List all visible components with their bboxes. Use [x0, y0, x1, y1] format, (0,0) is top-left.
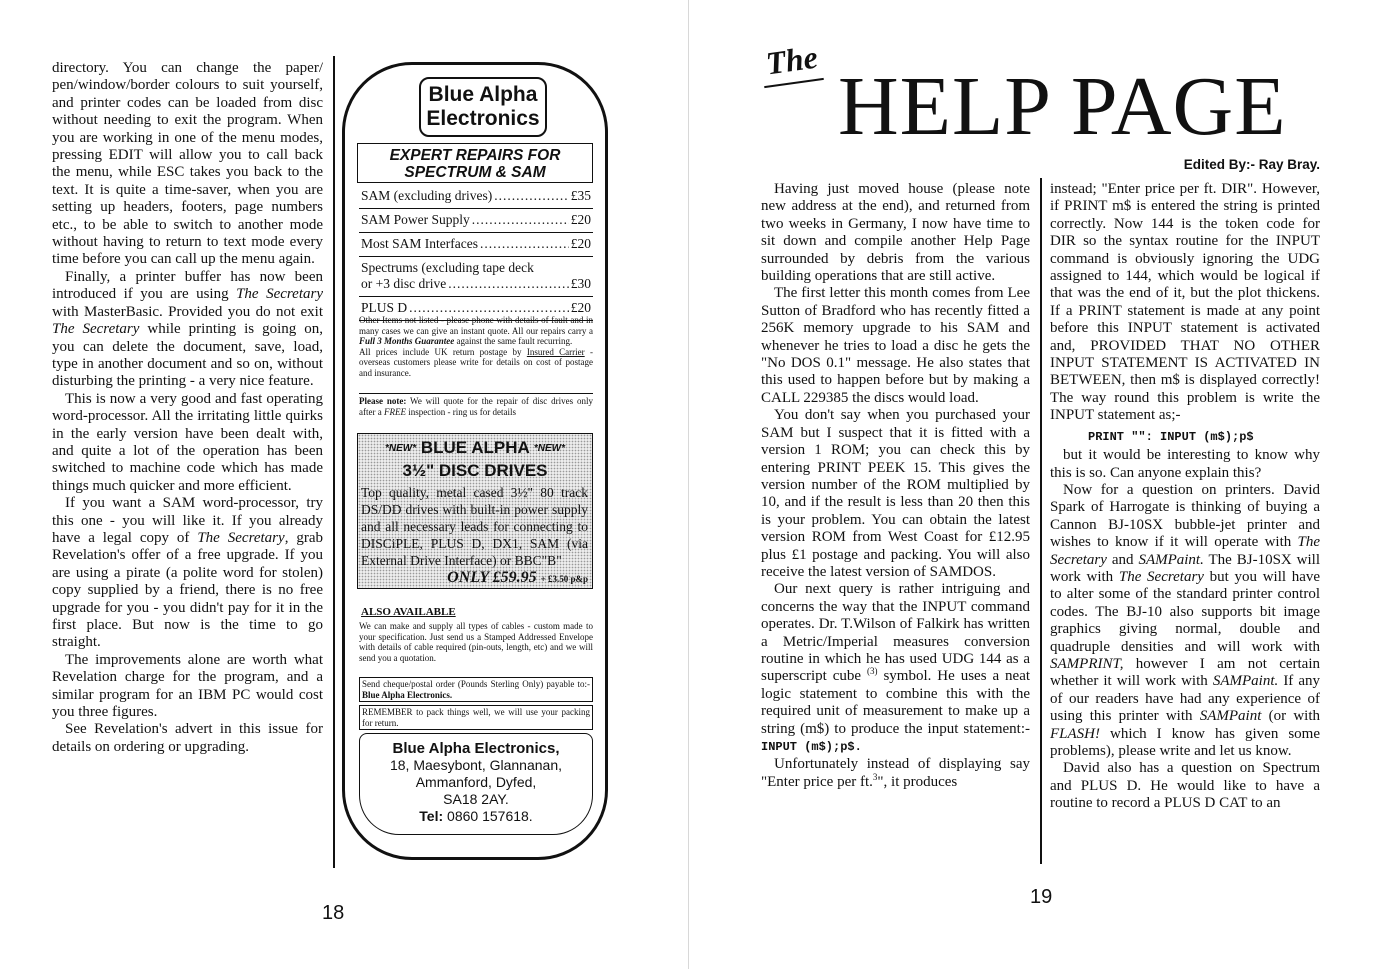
- price-row: Most SAM Interfaces ..... £20: [359, 233, 593, 257]
- disc-offer-title: *NEW* BLUE ALPHA *NEW* 3½" DISC DRIVES: [384, 438, 565, 480]
- left-page: [0, 0, 690, 969]
- article-paragraph: The first letter this month comes from Lee Sutton of Bradford who has recently fitted a 256K memory upgrade to his SAM and whenever he tries to load a disc he gets the "No DOS 0.1" message. He also states that this used to happen before but by making a CALL 229385 the discs would load.: [761, 285, 1030, 406]
- article-paragraph: See Revelation's advert in this issue for details on ordering or upgrading.: [52, 721, 323, 755]
- page-number: 18: [322, 902, 345, 924]
- help-column-left: [761, 181, 1030, 791]
- article-paragraph: The improvements alone are worth what Revelation charge for the program, and a similar program for an IBM PC would cost you three figures.: [52, 651, 323, 721]
- page-spine: [688, 0, 689, 969]
- article-paragraph: You don't say when you purchased your SAM but I suspect that it is fitted with a version 1 ROM; you can check this by entering PRINT PEEK 15. This gives the version number of the ROM multiplied by 10, and if the result is less than 20 then this is your problem. You can obtain the latest version ROM from West Coast for £12.95 plus £1 postage and packing. You will also receive the latest version of SAMDOS.: [761, 407, 1030, 580]
- packing-reminder: REMEMBER to pack things well, we will use your packing for return.: [359, 705, 593, 730]
- code-line: PRINT "": INPUT (m$);p$: [1088, 429, 1254, 444]
- price-row: SAM (excluding drives) ..... £35: [359, 185, 593, 209]
- price-list: [359, 185, 593, 321]
- article-paragraph: If you want a SAM word-processor, try this one - you will like it. If you already have a legal copy of The Secretary, grab Revelation's offer of a free upgrade. If you are using a pirate (a polite word for stolen) copy supplied by a friend, there is no free upgrade for you - you didn't pay for it in the first place. But now is the time to go straight.: [52, 495, 324, 651]
- page-number: 19: [1030, 886, 1053, 908]
- blue-alpha-advert: [342, 62, 608, 860]
- article-paragraph: Having just moved house (please note new address at the end), and returned from two weeks in Germany, I now have time to sit down and compile another Help Page surrounded by debris from the various building operations that are still active.: [761, 181, 1030, 285]
- page-title: HELP PAGE: [838, 60, 1287, 153]
- also-available-heading: ALSO AVAILABLE: [361, 606, 456, 618]
- column-divider: [1040, 178, 1042, 864]
- repairs-small-print: Other Items not listed - please phone with details of fault and in many cases we can give an instant quote. All our repairs carry a Full 3 Months Guarantee against the same fault recurring. All prices include UK return postage by Insured Carrier - overseas customers please write for details on cost of postage and insurance.: [359, 315, 594, 378]
- advert-logo: Blue Alpha Electronics: [419, 77, 547, 137]
- article-paragraph: Now for a question on printers. David Spark of Harrogate is thinking of buying a Cannon BJ-10SX bubble-jet printer and wishes to know if it will operate with The Secretary and SAMPaint. The BJ-10SX will work with The Secretary but you will have to alter some of the standard printer control codes. The BJ-10 also supports bit image graphics giving normal, double and quadruple densities and will work with SAMPRINT, however I am not certain whether it will work with SAMPaint. If any of our readers have had any experience of using this printer with SAMPaint (or with FLASH! which I know has given some problems), please write and let us know.: [1050, 481, 1321, 759]
- article-paragraph: David also has a question on Spectrum and PLUS D. He would like to have a routine to record a PLUS D CAT to an: [1050, 760, 1320, 812]
- article-paragraph: Unfortunately instead of displaying say "Enter price per ft.$^3$", it produces: [761, 756, 1030, 790]
- disc-offer-text: Top quality, metal cased 3½" 80 track DS/DD drives with built-in power supply and all necessary leads for connecting to DISCiPLE, PLUS D, DX1, SAM (via External Drive Interface) or BBC"B": [361, 485, 588, 568]
- price-row: Spectrums (excluding tape deck or +3 disc drive ..... £30: [359, 257, 593, 297]
- right-page: [690, 0, 1386, 969]
- article-paragraph: Our next query is rather intriguing and concerns the way that the INPUT command operates. Dr. T.Wilson of Falkirk has written a Metric/Imperial measures conversion routine in which he has used UDG 144 as a superscript cube $^{(3)}$ symbol. He uses a neat logic statement to combine this with the required unit of measurement to make up a string (m$) to produce the input statement:- INPUT (m$);p$.: [761, 581, 1031, 754]
- repairs-note: Please note: We will quote for the repair of disc drives only after a FREE inspection - ring us for details: [359, 393, 593, 417]
- disc-offer-price: ONLY £59.95 + £3.50 p&p: [447, 569, 588, 586]
- advert-headline: EXPERT REPAIRS FOR SPECTRUM & SAM: [357, 143, 593, 183]
- left-article-column: [52, 60, 323, 756]
- article-paragraph: directory. You can change the paper/ pen/window/border colours to suit yourself, and printer codes can be loaded from disc without needing to exit the program. When you are working in one of the menu modes, pressing EDIT will allow you to call back the menu, while ESC takes you back to the text. It is quite a time-saver, when you are setting up headers, footers, page numbers etc., to be able to switch to another mode without having to return to text mode every time before you can call up the menu again.: [52, 60, 323, 268]
- help-column-right: [1050, 181, 1320, 813]
- advert-address: Blue Alpha Electronics, 18, Maesybont, Glannanan, Ammanford, Dyfed, SA18 2AY. Tel: 0860 157618.: [359, 733, 593, 835]
- title-prefix: The: [763, 38, 820, 82]
- also-available-text: We can make and supply all types of cables - custom made to your specification. Just send us a Stamped Addressed Envelope with details of cable required (pin-outs, length, etc) and we will send you a quotation.: [359, 621, 593, 663]
- article-paragraph: This is now a very good and fast operating word-processor. All the irritating little quirks in the early version have been dealt with, and quite a lot of the operation has been switched to machine code which has made things much quicker and more efficient.: [52, 390, 323, 494]
- disc-drive-offer: [357, 433, 593, 589]
- article-paragraph: instead; "Enter price per ft. DIR". However, if PRINT m$ is entered the string is printed correctly. Now 144 is the token code for DIR so the syntax routine for the INPUT command is obviously ignoring the UDG assigned to 144, which would be logical if that was the end of it, but the plot thickens. If a PRINT statement is made at any point before this INPUT statement is activated and, PROVIDED THAT NO OTHER INPUT STATEMENT IS ACTIVATED IN BETWEEN, then m$ is displayed correctly! The way round this problem is write the INPUT statement as;-: [1050, 181, 1320, 424]
- price-row: PLUS D ..... £20: [359, 297, 593, 321]
- cheque-instructions: Send cheque/postal order (Pounds Sterling Only) payable to:- Blue Alpha Electronics.: [359, 677, 593, 702]
- article-paragraph: Finally, a printer buffer has now been introduced if you are using The Secretary with MasterBasic. Provided you do not exit The Secretary while printing is going on, you can delete the document, save, load, type in another document and so on, without disturbing the printing - a very nice feature.: [52, 268, 324, 390]
- editor-credit: Edited By:- Ray Bray.: [1183, 157, 1320, 172]
- article-paragraph: but it would be interesting to know why this is so. Can anyone explain this?: [1050, 447, 1320, 481]
- column-divider: [333, 56, 335, 868]
- price-row: SAM Power Supply ..... £20: [359, 209, 593, 233]
